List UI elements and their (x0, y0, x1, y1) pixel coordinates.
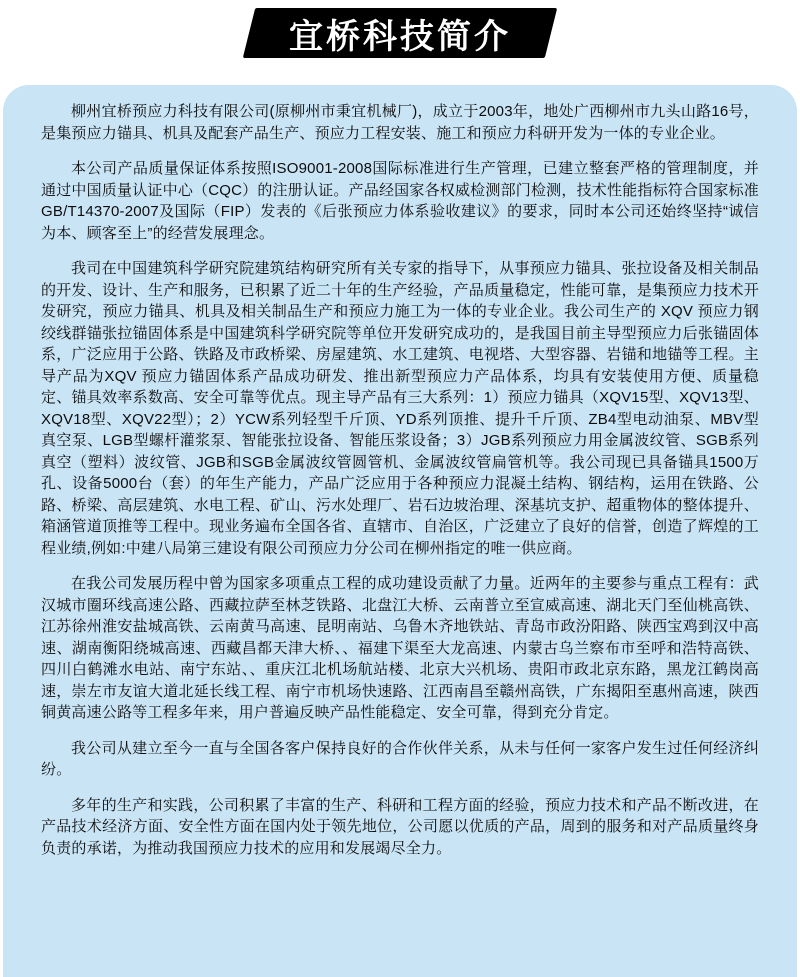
intro-paragraph-key-projects: 在我公司发展历程中曾为国家多项重点工程的成功建设贡献了力量。近两年的主要参与重点工程有：武汉城市圈环线高速公路、西藏拉萨至林芝铁路、北盘江大桥、云南普立至宣威高速、湖北天门至仙桃高铁、江苏徐州淮安盐城高铁、云南黄马高速、昆明南站、乌鲁木齐地铁站、青岛市政汾阳路、陕西宝鸡到汉中高速、湖南衡阳绕城高速、西藏昌都天津大桥、、福建下渠至大龙高速、内蒙古乌兰察布市至呼和浩特高铁、四川白鹤滩水电站、南宁东站、、重庆江北机场航站楼、北京大兴机场、贵阳市政北京东路，黑龙江鹤岗高速，崇左市友谊大道北延长线工程、南宁市机场快速路、江西南昌至赣州高铁，广东揭阳至惠州高速，陕西铜黄高速公路等工程多年来，用户普遍反映产品性能稳定、安全可靠，得到充分肯定。 (41, 575, 759, 721)
intro-paragraph-company-overview: 柳州宜桥预应力科技有限公司(原柳州市秉宜机械厂)，成立于2003年，地处广西柳州市九头山路16号，是集预应力锚具、机具及配套产品生产、预应力工程安装、施工和预应力科研开发为一体的专业企业。 (41, 103, 759, 142)
intro-paragraph-closing-commitment: 多年的生产和实践，公司积累了丰富的生产、科研和工程方面的经验，预应力技术和产品不断改进，在产品技术经济方面、安全性方面在国内处于领先地位，公司愿以优质的产品，周到的服务和对产品质量终身负责的承诺，为推动我国预应力技术的应用和发展竭尽全力。 (41, 796, 759, 857)
intro-paragraph-quality-certification: 本公司产品质量保证体系按照ISO9001-2008国际标准进行生产管理，已建立整套严格的管理制度，并通过中国质量认证中心（CQC）的注册认证。产品经国家各权威检测部门检测，技术性能指标符合国家标准GB/T14370-2007及国际（FIP）发表的《后张预应力体系验收建议》的要求，同时本公司还始终坚持“诚信为本、顾客至上”的经营发展理念。 (41, 160, 759, 242)
intro-text-panel (3, 85, 797, 977)
page-title: 宜桥科技简介 (289, 17, 511, 56)
page-title-banner (249, 8, 551, 58)
intro-paragraph-customer-relations: 我公司从建立至今一直与全国各客户保持良好的合作伙伴关系，从未与任何一家客户发生过任何经济纠纷。 (41, 739, 759, 778)
intro-paragraph-products-capacity: 我司在中国建筑科学研究院建筑结构研究所有关专家的指导下，从事预应力锚具、张拉设备及相关制品的开发、设计、生产和服务，已积累了近二十年的生产经验，产品质量稳定，性能可靠，是集预应力技术开发研究，预应力锚具、机具及相关制品生产和预应力施工为一体的专业企业。我公司生产的 XQV 预应力钢绞线群锚张拉锚固体系是中国建筑科学研究院等单位开发研究成功的，是我国目前主导型预应力后张锚固体系，广泛应用于公路、铁路及市政桥梁、房屋建筑、水工建筑、电视塔、大型容器、岩锚和地锚等工程。主导产品为XQV 预应力锚固体系产品成功研发、推出新型预应力产品体系，均具有安装使用方便、质量稳定、锚具效率系数高、安全可靠等优点。现主导产品有三大系列：1）预应力锚具（XQV15型、XQV13型、XQV18型、XQV22型）；2）YCW系列轻型千斤顶、YD系列顶推、提升千斤顶、ZB4型电动油泵、MBV型真空泵、LGB型螺杆灌浆泵、智能张拉设备、智能压浆设备；3）JGB系列预应力用金属波纹管、SGB系列真空（塑料）波纹管、JGB和SGB金属波纹管圆管机、金属波纹管扁管机等。我公司现已具备锚具1500万孔、设备5000台（套）的年生产能力，产品广泛应用于各种预应力混凝土结构、钢结构，运用在铁路、公路、桥梁、高层建筑、水电工程、矿山、污水处理厂、岩石边坡治理、深基坑支护、超重物体的整体提升、箱涵管道顶推等工程中。现业务遍布全国各省、直辖市、自治区，广泛建立了良好的信誉，创造了辉煌的工程业绩,例如:中建八局第三建设有限公司预应力分公司在柳州指定的唯一供应商。 (41, 260, 759, 557)
